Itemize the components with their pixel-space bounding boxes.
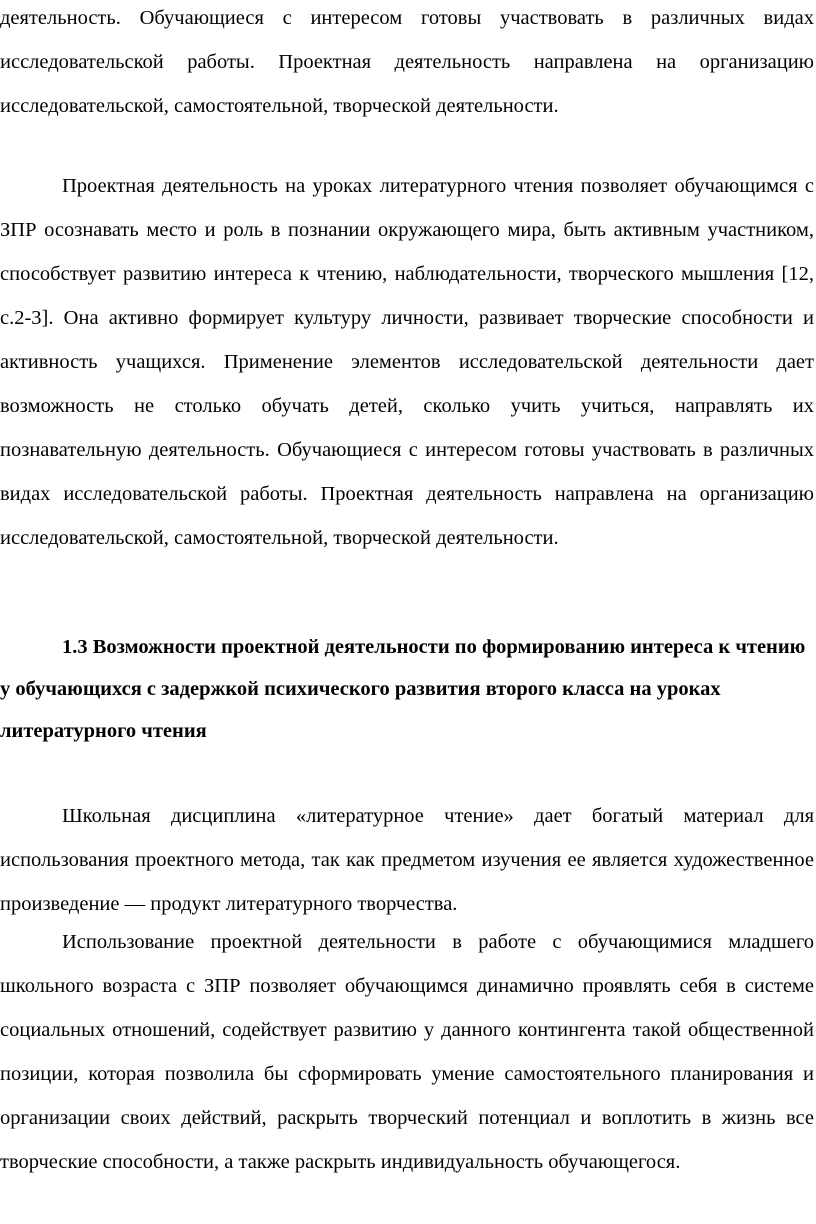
section-heading [0,626,814,752]
paragraph-project-activity: Проектная деятельность на уроках литературного чтения позволяет обучающимся с ЗПР осознавать место и роль в познании окружающего мира, быть активным участником, способствует развитию интереса к чтению, наблюдательности, творческого мышления [12, с.2-3]. Она активно формирует культуру личности, развивает творческие способности и активность учащихся. Применение элементов исследовательской деятельности дает возможность не столько обучать детей, сколько учить учиться, направлять их познавательную деятельность. Обучающиеся с интересом готовы участвовать в различных видах исследовательской работы. Проектная деятельность направлена на организацию исследовательской, самостоятельной, творческой деятельности. [0,175,814,549]
paragraph-school-discipline: Школьная дисциплина «литературное чтение» дает богатый материал для использования проектного метода, так как предметом изучения ее является художественное произведение — продукт литературного творчества. [0,805,814,915]
paragraph-project-usage: Использование проектной деятельности в работе с обучающимися младшего школьного возраста с ЗПР позволяет обучающимся динамично проявлять себя в системе социальных отношений, содействует развитию у данного контингента такой общественной позиции, которая позволила бы сформировать умение самостоятельного планирования и организации своих действий, раскрыть творческий потенциал и воплотить в жизнь все творческие способности, а также раскрыть индивидуальность обучающегося. [0,931,814,1173]
paragraph-continuation: деятельность. Обучающиеся с интересом готовы участвовать в различных видах исследовательской работы. Проектная деятельность направлена на организацию исследовательской, самостоятельной, творческой деятельности. [0,7,814,117]
section-heading-text: 1.3 Возможности проектной деятельности по формированию интереса к чтению у обучающихся с задержкой психического развития второго класса на уроках литературного чтения [0,636,806,742]
